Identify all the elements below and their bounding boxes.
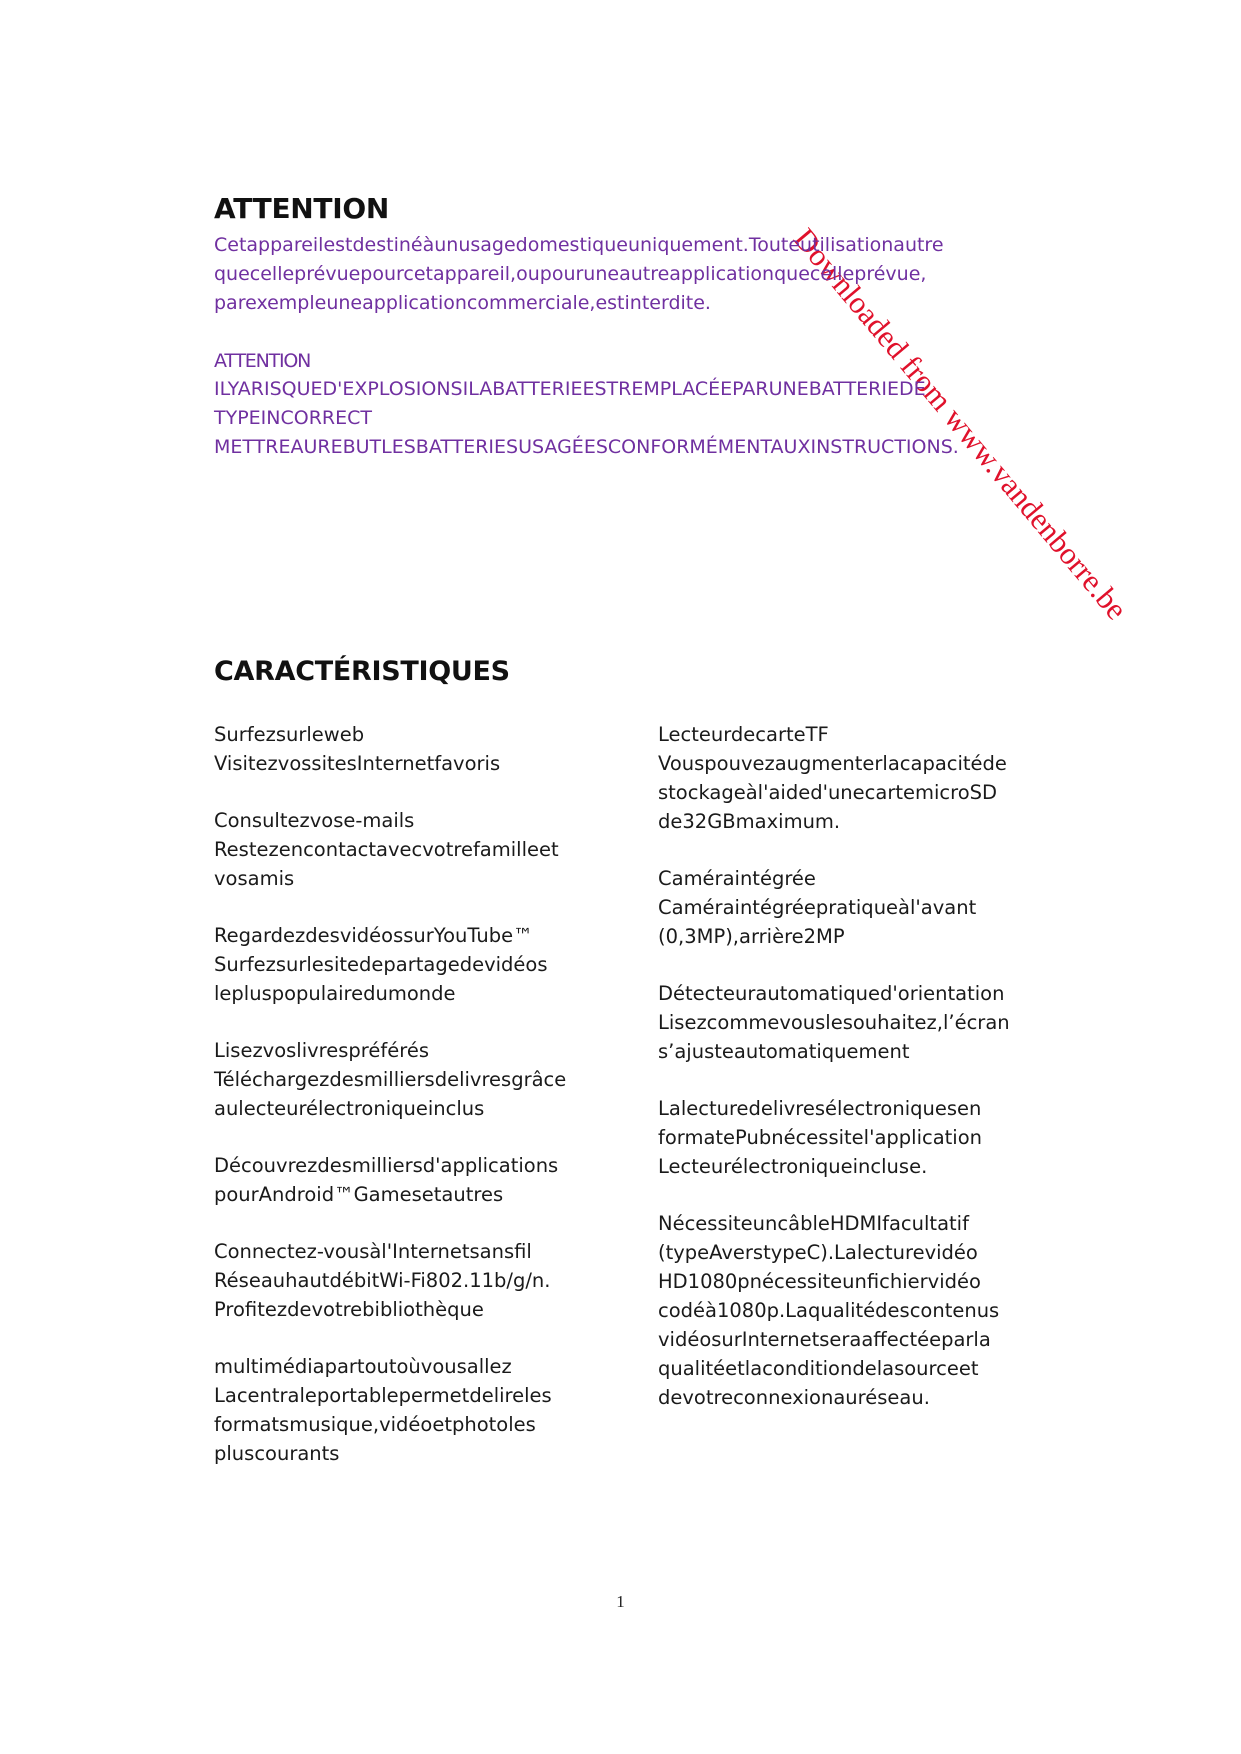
feature-line: Caméraintégrée — [658, 867, 816, 890]
warning-title: ATTENTION — [214, 350, 311, 372]
feature-card-reader — [658, 720, 1098, 836]
warning-line: TYPEINCORRECT — [214, 407, 372, 429]
feature-line: Restezencontactavecvotrefamilleet — [214, 838, 559, 861]
feature-line: codéà1080p.Laqualitédescontenus — [658, 1299, 1000, 1322]
feature-line: HD1080pnécessiteunfichiervidéo — [658, 1270, 981, 1293]
features-title: CARACTÉRISTIQUES — [214, 656, 510, 687]
feature-line: Profitezdevotrebibliothèque — [214, 1298, 484, 1321]
feature-line: vosamis — [214, 867, 295, 890]
warning-line: ILYARISQUED'EXPLOSIONSILABATTERIEESTREMPLACÉEPARUNEBATTERIEDE — [214, 378, 926, 400]
feature-youtube — [214, 921, 654, 1008]
feature-multimedia — [214, 1352, 654, 1468]
feature-orientation — [658, 979, 1098, 1066]
feature-line: qualitéetlaconditiondelasourceet — [658, 1357, 979, 1380]
feature-epub — [658, 1094, 1098, 1181]
attention-line: quecelleprévuepourcetappareil,oupouruneautreapplicationquecelleprévue, — [214, 263, 927, 285]
feature-line: Découvrezdesmilliersd'applications — [214, 1154, 559, 1177]
feature-web — [214, 720, 654, 778]
feature-line: Connectez-vousàl'Internetsansfil — [214, 1240, 532, 1263]
feature-line: Surfezsurlesitedepartagedevidéos — [214, 953, 548, 976]
feature-line: Vouspouvezaugmenterlacapacitéde — [658, 752, 1007, 775]
feature-line: (typeAverstypeC).Lalecturevidéo — [658, 1241, 978, 1264]
features-right-column — [658, 720, 1098, 1440]
attention-line: Cetappareilestdestinéàunusagedomestiqueuniquement.Touteutilisationautre — [214, 234, 944, 256]
feature-line: Lisezvoslivrespréférés — [214, 1039, 429, 1062]
feature-line: stockageàl'aided'unecartemicroSD — [658, 781, 998, 804]
battery-warning — [214, 347, 959, 462]
feature-line: Lecteurélectroniqueincluse. — [658, 1155, 928, 1178]
feature-line: Consultezvose-mails — [214, 809, 415, 832]
feature-camera — [658, 864, 1098, 951]
watermark-text: Downloaded from www.vandenborre.be — [786, 221, 1135, 627]
attention-text — [214, 231, 944, 318]
feature-line: vidéosurInternetseraaffectéeparla — [658, 1328, 991, 1351]
attention-title: ATTENTION — [214, 192, 389, 225]
feature-line: multimédiapartoutoùvousallez — [214, 1355, 512, 1378]
page-number: 1 — [616, 1592, 625, 1611]
feature-line: RegardezdesvidéossurYouTube™ — [214, 924, 533, 947]
feature-email — [214, 806, 654, 893]
feature-line: formatsmusique,vidéoetphotoles — [214, 1413, 536, 1436]
feature-line: Lisezcommevouslesouhaitez,l’écran — [658, 1011, 1010, 1034]
feature-books — [214, 1036, 654, 1123]
feature-line: (0,3MP),arrière2MP — [658, 925, 845, 948]
feature-line: aulecteurélectroniqueinclus — [214, 1097, 485, 1120]
features-left-column — [214, 720, 654, 1496]
feature-line: Lacentraleportablepermetdelireles — [214, 1384, 552, 1407]
feature-line: de32GBmaximum. — [658, 810, 841, 833]
feature-line: VisitezvossitesInternetfavoris — [214, 752, 501, 775]
feature-line: LecteurdecarteTF — [658, 723, 829, 746]
feature-line: pourAndroid™Gamesetautres — [214, 1183, 504, 1206]
feature-line: formatePubnécessitel'application — [658, 1126, 983, 1149]
warning-line: METTREAUREBUTLESBATTERIESUSAGÉESCONFORMÉMENTAUXINSTRUCTIONS. — [214, 436, 959, 458]
feature-hdmi — [658, 1209, 1098, 1412]
feature-line: Lalecturedelivresélectroniquesen — [658, 1097, 982, 1120]
feature-line: pluscourants — [214, 1442, 340, 1465]
feature-line: Détecteurautomatiqued'orientation — [658, 982, 1005, 1005]
feature-wifi — [214, 1237, 654, 1324]
feature-line: s’ajusteautomatiquement — [658, 1040, 910, 1063]
feature-line: NécessiteuncâbleHDMIfacultatif — [658, 1212, 969, 1235]
feature-line: devotreconnexionauréseau. — [658, 1386, 930, 1409]
feature-line: RéseauhautdébitWi-Fi802.11b/g/n. — [214, 1269, 551, 1292]
feature-line: Caméraintégréepratiqueàl'avant — [658, 896, 977, 919]
feature-apps — [214, 1151, 654, 1209]
feature-line: lepluspopulairedumonde — [214, 982, 456, 1005]
attention-line: parexempleuneapplicationcommerciale,estinterdite. — [214, 292, 711, 314]
feature-line: Surfezsurleweb — [214, 723, 365, 746]
feature-line: Téléchargezdesmilliersdelivresgrâce — [214, 1068, 567, 1091]
